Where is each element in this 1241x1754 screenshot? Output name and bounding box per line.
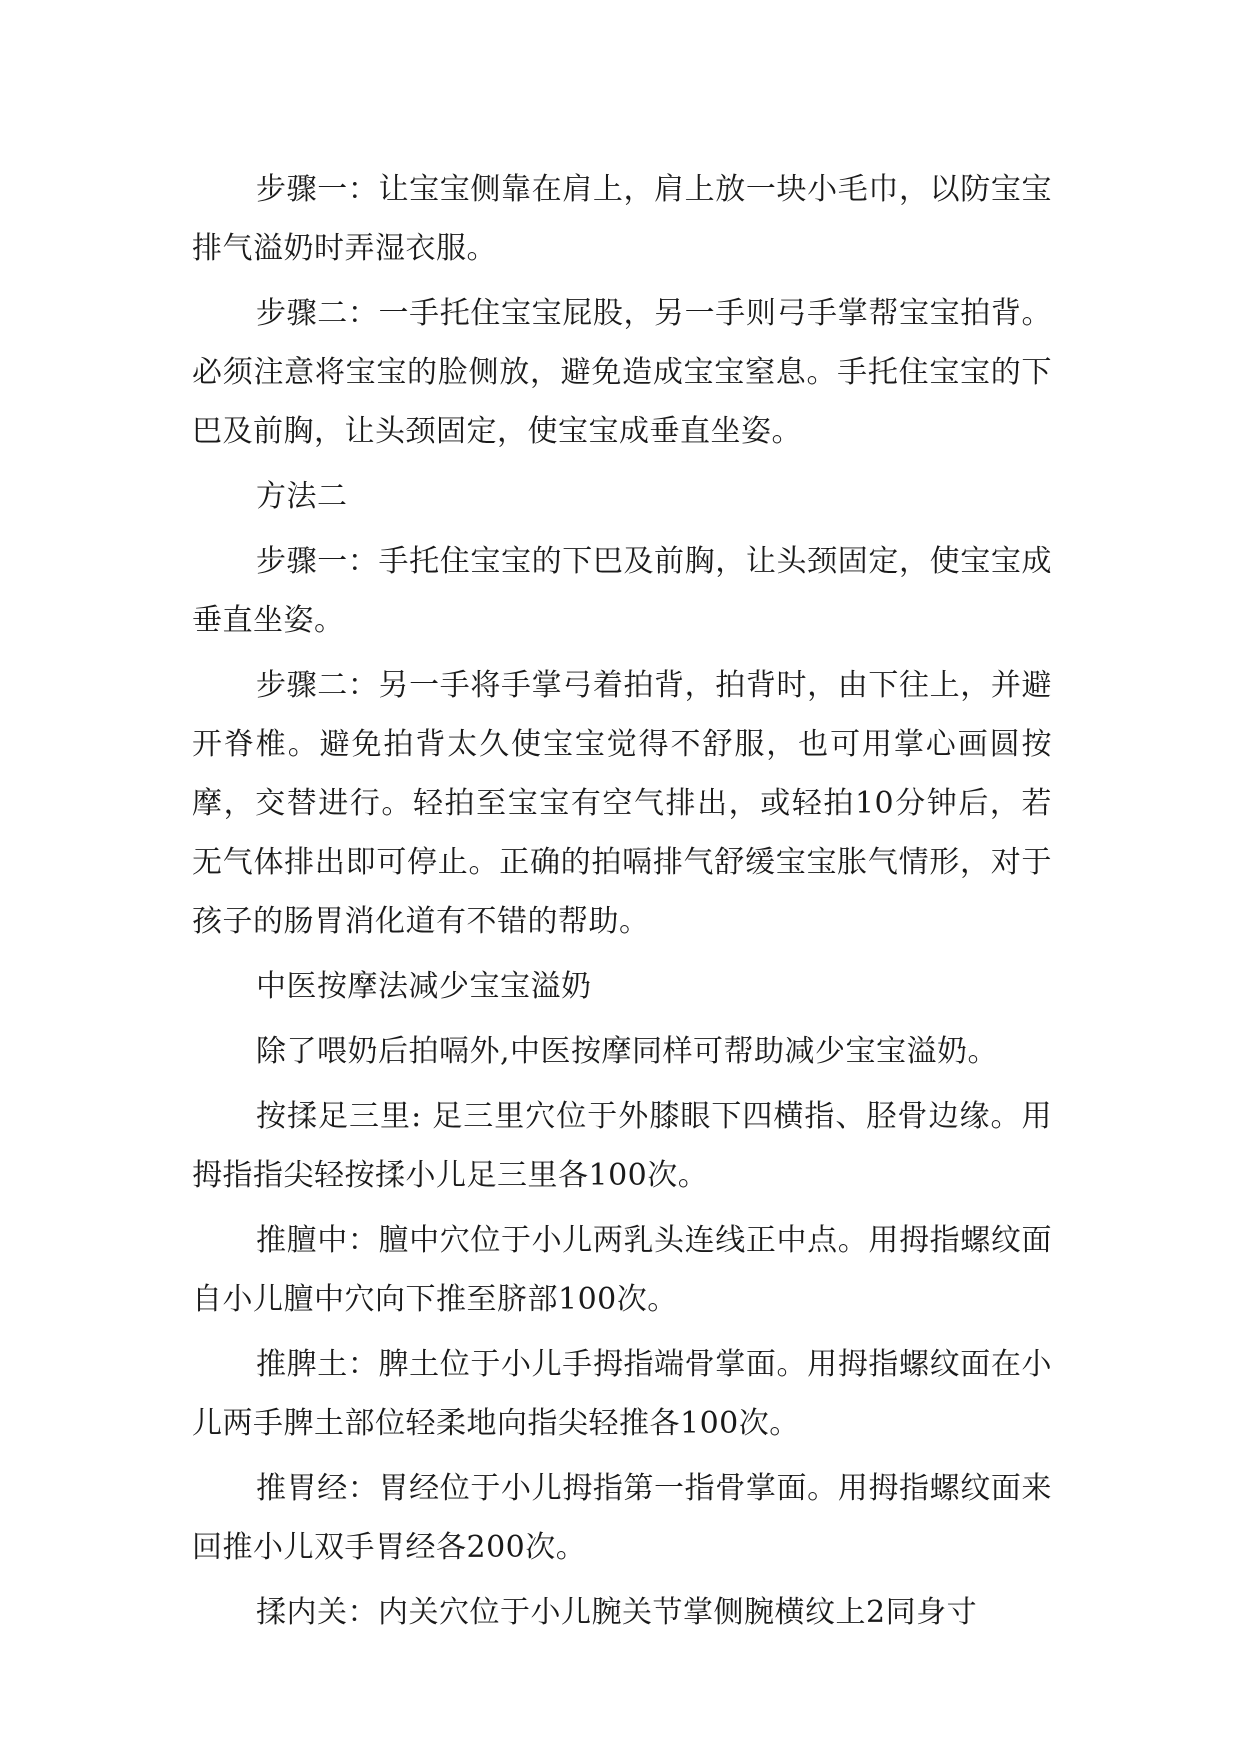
paragraph-method-two-step-one: 步骤一：手托住宝宝的下巴及前胸，让头颈固定，使宝宝成垂直坐姿。	[192, 544, 1052, 638]
paragraph-weijing: 推胃经：胃经位于小儿拇指第一指骨掌面。用拇指螺纹面来回推小儿双手胃经各200次。	[192, 1471, 1052, 1565]
paragraph-tcm-intro: 除了喂奶后拍嗝外,中医按摩同样可帮助减少宝宝溢奶。	[256, 1034, 999, 1069]
paragraph-pitu: 推脾土：脾土位于小儿手拇指端骨掌面。用拇指螺纹面在小儿两手脾土部位轻柔地向指尖轻推各100次。	[192, 1347, 1052, 1441]
paragraph-method-two-step-two: 步骤二：另一手将手掌弓着拍背，拍背时，由下往上，并避开脊椎。避免拍背太久使宝宝觉得不舒服，也可用掌心画圆按摩，交替进行。轻拍至宝宝有空气排出，或轻拍10分钟后，若无气体排出即可停止。正确的拍嗝排气舒缓宝宝胀气情形，对于孩子的肠胃消化道有不错的帮助。	[192, 668, 1052, 939]
paragraph-step-one-shoulder: 步骤一：让宝宝侧靠在肩上，肩上放一块小毛巾，以防宝宝排气溢奶时弄湿衣服。	[192, 172, 1052, 266]
heading-tcm-massage: 中医按摩法减少宝宝溢奶	[256, 969, 592, 1004]
paragraph-step-two-pat-back: 步骤二：一手托住宝宝屁股，另一手则弓手掌帮宝宝拍背。必须注意将宝宝的脸侧放，避免造成宝宝窒息。手托住宝宝的下巴及前胸，让头颈固定，使宝宝成垂直坐姿。	[192, 296, 1052, 449]
paragraph-neiguan: 揉内关：内关穴位于小儿腕关节掌侧腕横纹上2同身寸	[256, 1595, 978, 1630]
document-page	[192, 160, 1052, 1648]
heading-method-two: 方法二	[256, 479, 348, 514]
paragraph-zusanli: 按揉足三里: 足三里穴位于外膝眼下四横指、胫骨边缘。用拇指指尖轻按揉小儿足三里各100次。	[192, 1099, 1052, 1193]
paragraph-danzhong: 推膻中：膻中穴位于小儿两乳头连线正中点。用拇指螺纹面自小儿膻中穴向下推至脐部100次。	[192, 1223, 1052, 1317]
